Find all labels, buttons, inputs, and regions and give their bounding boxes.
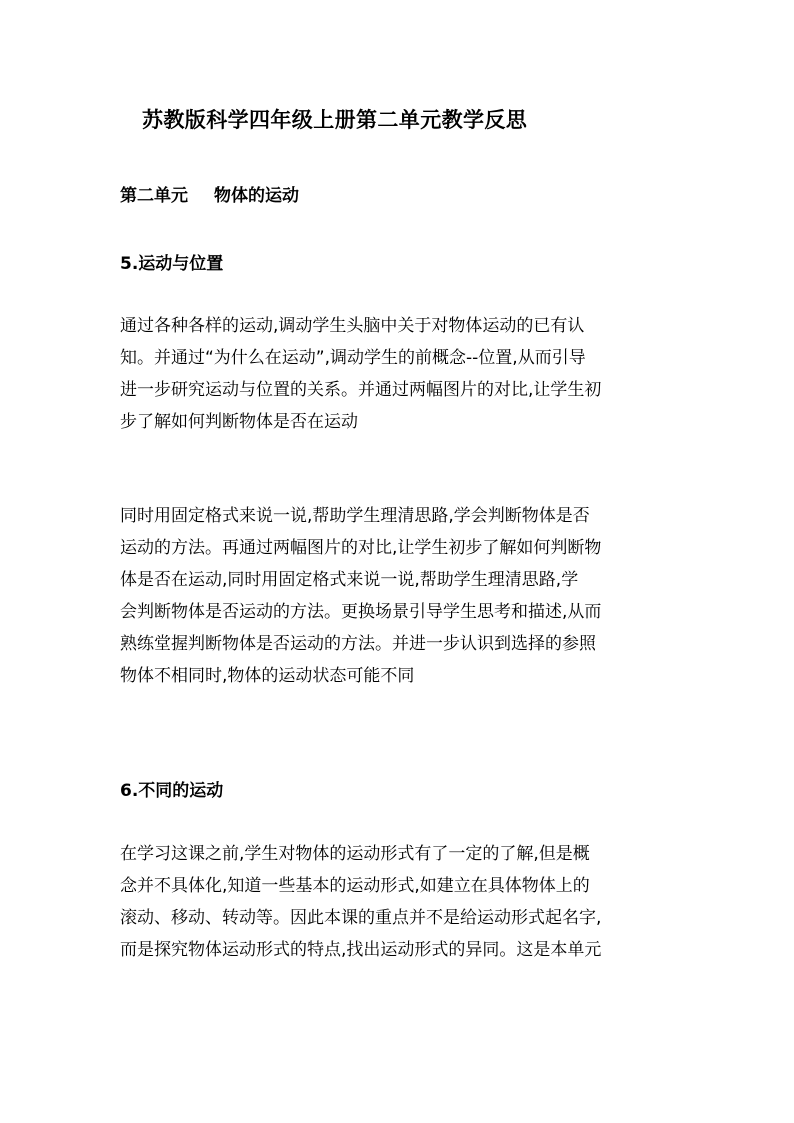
unit-heading-name: 物体的运动 [214, 186, 299, 206]
text-line: 熟练堂握判断物体是否运动的方法。并进一步认识到选择的参照 [120, 634, 596, 654]
document-title: 苏教版科学四年级上册第二单元教学反思 [142, 108, 528, 132]
text-line: 会判断物体是否运动的方法。更换场景引导学生思考和描述,从而 [120, 602, 602, 622]
text-line: 步了解如何判断物体是否在运动 [120, 412, 358, 432]
section-heading-different-motions: 6.不同的运动 [120, 781, 224, 801]
text-line: 而是探究物体运动形式的特点,找出运动形式的异同。这是本单元 [120, 940, 602, 960]
text-line: 念并不具体化,知道一些基本的运动形式,如建立在具体物体上的 [120, 876, 590, 896]
text-line: 物体不相同时,物体的运动状态可能不同 [120, 666, 415, 686]
text-line: 进一步研究运动与位置的关系。并通过两幅图片的对比,让学生初 [120, 380, 602, 400]
unit-heading [120, 181, 299, 206]
text-line: 滚动、移动、转动等。因此本课的重点并不是给运动形式起名字, [120, 908, 602, 928]
text-line: 体是否在运动,同时用固定格式来说一说,帮助学生理清思路,学 [120, 570, 579, 590]
text-line: 知。并通过“为什么在运动”,调动学生的前概念--位置,从而引导 [120, 348, 586, 368]
text-line: 运动的方法。再通过两幅图片的对比,让学生初步了解如何判断物 [120, 538, 602, 558]
text-line: 通过各种各样的运动,调动学生头脑中关于对物体运动的已有认 [120, 316, 585, 336]
paragraph [120, 838, 680, 966]
text-line: 同时用固定格式来说一说,帮助学生理清思路,学会判断物体是否 [120, 506, 590, 526]
section-heading-motion-and-position: 5.运动与位置 [120, 254, 224, 274]
paragraph [120, 500, 680, 692]
text-line: 在学习这课之前,学生对物体的运动形式有了一定的了解,但是概 [120, 844, 590, 864]
unit-heading-label: 第二单元 [120, 186, 188, 206]
paragraph [120, 310, 680, 438]
